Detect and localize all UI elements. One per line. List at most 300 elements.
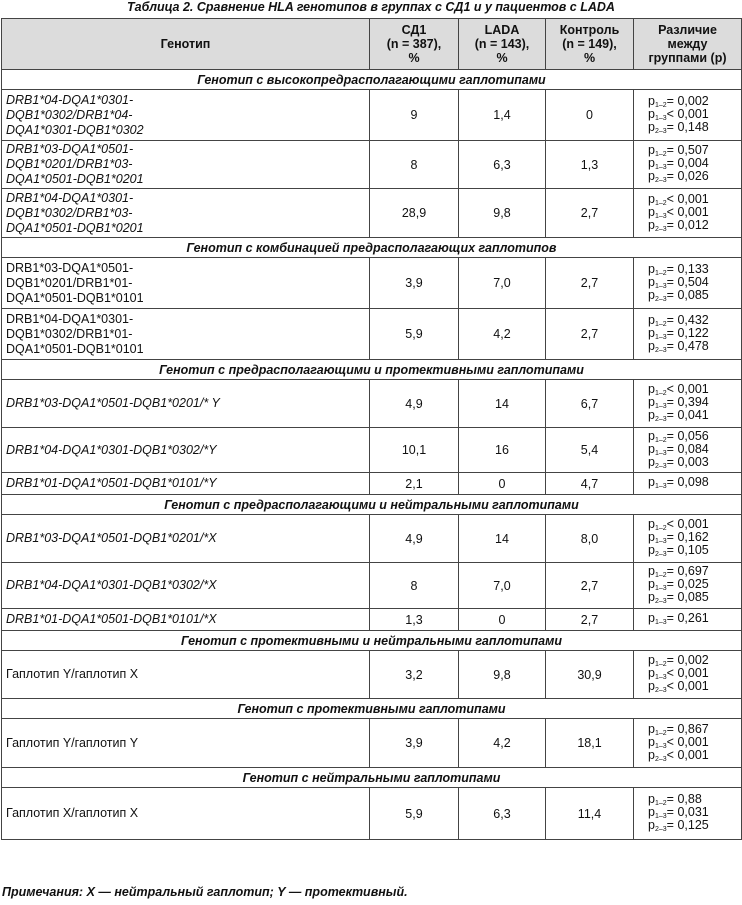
control-value: 8,0 xyxy=(546,515,634,563)
genotype-cell xyxy=(2,609,370,631)
p-value: 0,085 xyxy=(677,287,709,302)
control-value: 2,7 xyxy=(546,258,634,309)
p-operator: = xyxy=(666,428,674,443)
p-operator: = xyxy=(666,818,674,832)
p-operator: = xyxy=(666,408,674,422)
p-comparison: 1–2 xyxy=(654,101,667,109)
p-operator: < xyxy=(666,734,674,749)
genotype-line: DQA1*0501-DQB1*0201 xyxy=(6,172,144,186)
p-symbol: p xyxy=(648,106,655,121)
header-diff-line: группами (p) xyxy=(648,51,727,65)
p-operator: = xyxy=(666,792,674,806)
p-symbol: p xyxy=(648,747,655,762)
genotype-line: DRB1*03-DQA1*0501-DQB1*0201/* Y xyxy=(6,396,220,410)
genotype-cell xyxy=(2,90,370,141)
p-value: 0,098 xyxy=(677,475,709,489)
genotype-line: DRB1*03-DQA1*0501- xyxy=(6,142,134,156)
hla-genotype-table xyxy=(1,18,742,840)
p-symbol: p xyxy=(648,382,655,396)
p-operator: = xyxy=(666,564,674,578)
p-value: 0,697 xyxy=(677,564,709,578)
p-value: 0,867 xyxy=(677,721,709,736)
p-comparison: 1–3 xyxy=(654,813,667,820)
p-operator: = xyxy=(666,287,674,302)
p-value: 0,001 xyxy=(677,382,709,396)
lada-value: 6,3 xyxy=(459,141,546,189)
section-row xyxy=(2,360,742,380)
p-operator: = xyxy=(666,395,674,409)
p-symbol: p xyxy=(648,475,655,489)
p-value: 0,001 xyxy=(677,106,709,121)
p-value: 0,504 xyxy=(677,274,709,289)
table-row xyxy=(2,651,742,699)
p-value: 0,041 xyxy=(677,408,709,422)
p-symbol: p xyxy=(648,338,655,353)
p-symbol: p xyxy=(648,274,655,289)
p-value: 0,001 xyxy=(677,191,709,206)
p-operator: < xyxy=(666,106,674,121)
p-comparison: 2–3 xyxy=(654,295,667,303)
p-operator: = xyxy=(666,590,674,604)
table-row xyxy=(2,515,742,563)
p-values-cell xyxy=(634,309,742,360)
sd1-value: 10,1 xyxy=(370,428,459,473)
p-comparison: 1–2 xyxy=(654,269,667,277)
section-row xyxy=(2,70,742,90)
header-lada-line: (n = 143), xyxy=(474,37,530,51)
control-value: 2,7 xyxy=(546,609,634,631)
p-value-line xyxy=(648,338,741,354)
genotype-cell xyxy=(2,189,370,238)
p-operator: = xyxy=(666,721,674,736)
p-values-cell xyxy=(634,428,742,473)
p-value: 0,012 xyxy=(677,217,709,232)
p-operator: = xyxy=(666,530,674,544)
genotype-cell xyxy=(2,141,370,189)
sd1-value: 9 xyxy=(370,90,459,141)
header-control xyxy=(546,19,634,70)
genotype-line: Гаплотип X/гаплотип X xyxy=(6,806,139,820)
header-sd1-line: % xyxy=(408,51,420,65)
p-value: 0,001 xyxy=(677,747,709,762)
p-operator: = xyxy=(666,312,674,327)
control-value: 2,7 xyxy=(546,189,634,238)
table-row xyxy=(2,563,742,609)
p-symbol: p xyxy=(648,611,655,625)
section-row xyxy=(2,699,742,719)
section-title: Генотип с нейтральными гаплотипами xyxy=(2,768,742,788)
p-value-line xyxy=(648,171,741,184)
p-value: 0,085 xyxy=(677,590,709,604)
p-symbol: p xyxy=(648,577,655,591)
p-operator: = xyxy=(666,156,674,170)
p-value: 0,122 xyxy=(677,325,709,340)
p-symbol: p xyxy=(648,217,655,232)
p-operator: < xyxy=(666,191,674,206)
p-operator: = xyxy=(666,543,674,557)
header-genotype: Генотип xyxy=(2,19,370,70)
section-row xyxy=(2,631,742,651)
genotype-line: DQB1*0302/DRB1*01- xyxy=(6,326,133,341)
p-comparison: 1–3 xyxy=(654,619,667,626)
section-title: Генотип с предрасполагающими и протективными гаплотипами xyxy=(2,360,742,380)
genotype-cell xyxy=(2,563,370,609)
table-row xyxy=(2,141,742,189)
control-value: 0 xyxy=(546,90,634,141)
p-symbol: p xyxy=(648,441,655,456)
p-value: 0,261 xyxy=(677,611,709,625)
p-symbol: p xyxy=(648,564,655,578)
table-row xyxy=(2,609,742,631)
p-value-line xyxy=(648,119,741,135)
header-sd1-line: (n = 387), xyxy=(386,37,442,51)
p-value-line xyxy=(648,592,741,605)
p-values-cell xyxy=(634,90,742,141)
p-symbol: p xyxy=(648,530,655,544)
p-operator: = xyxy=(666,611,674,625)
p-symbol: p xyxy=(648,590,655,604)
p-comparison: 2–3 xyxy=(654,826,667,833)
p-value-line xyxy=(648,820,741,833)
p-comparison: 1–3 xyxy=(654,282,667,290)
section-row xyxy=(2,238,742,258)
p-value: 0,162 xyxy=(677,530,709,544)
sd1-value: 3,2 xyxy=(370,651,459,699)
p-value: 0,001 xyxy=(677,734,709,749)
table-row xyxy=(2,788,742,840)
p-symbol: p xyxy=(648,679,655,693)
table-row xyxy=(2,428,742,473)
p-value: 0,084 xyxy=(677,441,709,456)
p-symbol: p xyxy=(648,191,655,206)
genotype-line: DRB1*03-DQA1*0501-DQB1*0201/*X xyxy=(6,531,217,545)
control-value: 18,1 xyxy=(546,719,634,768)
sd1-value: 1,3 xyxy=(370,609,459,631)
genotype-cell xyxy=(2,719,370,768)
header-diff-line: между xyxy=(667,37,708,51)
genotype-line: DQB1*0302/DRB1*03- xyxy=(6,205,133,220)
control-value: 5,4 xyxy=(546,428,634,473)
p-comparison: 2–3 xyxy=(654,225,667,233)
section-title: Генотип с предрасполагающими и нейтральными гаплотипами xyxy=(2,495,742,515)
p-value-line xyxy=(648,410,741,423)
p-values-cell xyxy=(634,515,742,563)
table-row xyxy=(2,258,742,309)
header-lada-line: % xyxy=(496,51,508,65)
p-symbol: p xyxy=(648,261,655,276)
p-value: 0,026 xyxy=(677,169,709,183)
genotype-cell xyxy=(2,515,370,563)
p-values-cell xyxy=(634,380,742,428)
p-symbol: p xyxy=(648,666,655,680)
header-control-line: Контроль xyxy=(559,23,620,37)
lada-value: 1,4 xyxy=(459,90,546,141)
p-comparison: 1–3 xyxy=(654,164,667,171)
lada-value: 0 xyxy=(459,473,546,495)
genotype-line: DQA1*0301-DQB1*0302 xyxy=(6,122,144,137)
p-operator: = xyxy=(666,577,674,591)
p-value: 0,432 xyxy=(677,312,709,327)
section-title: Генотип с протективными и нейтральными гаплотипами xyxy=(2,631,742,651)
p-comparison: 1–3 xyxy=(654,538,667,545)
p-values-cell xyxy=(634,141,742,189)
p-value: 0,056 xyxy=(677,428,709,443)
p-symbol: p xyxy=(648,721,655,736)
header-sd1-line: СД1 xyxy=(401,23,427,37)
p-operator: = xyxy=(666,475,674,489)
lada-value: 14 xyxy=(459,515,546,563)
table-row xyxy=(2,90,742,141)
p-symbol: p xyxy=(648,792,655,806)
table-row xyxy=(2,380,742,428)
header-row xyxy=(2,19,742,70)
control-value: 1,3 xyxy=(546,141,634,189)
p-value-line xyxy=(648,681,741,694)
sd1-value: 4,9 xyxy=(370,380,459,428)
p-value: 0,125 xyxy=(677,818,709,832)
header-control-line: % xyxy=(583,51,596,65)
control-value: 2,7 xyxy=(546,563,634,609)
lada-value: 9,8 xyxy=(459,651,546,699)
header-diff xyxy=(634,19,742,70)
p-values-cell xyxy=(634,609,742,631)
table-row xyxy=(2,309,742,360)
p-symbol: p xyxy=(648,119,655,134)
p-value: 0,002 xyxy=(677,93,709,108)
p-symbol: p xyxy=(648,428,655,443)
p-symbol: p xyxy=(648,653,655,667)
p-operator: = xyxy=(666,93,674,108)
genotype-cell xyxy=(2,788,370,840)
p-value-line xyxy=(648,545,741,558)
p-value: 0,478 xyxy=(677,338,709,353)
table-row xyxy=(2,719,742,768)
p-value-line xyxy=(648,613,741,626)
p-operator: < xyxy=(666,666,674,680)
p-comparison: 1–2 xyxy=(654,525,667,532)
p-values-cell xyxy=(634,563,742,609)
p-values-cell xyxy=(634,788,742,840)
p-comparison: 1–3 xyxy=(654,742,667,750)
p-comparison: 2–3 xyxy=(654,177,667,184)
p-operator: = xyxy=(666,454,674,469)
p-symbol: p xyxy=(648,805,655,819)
table-row xyxy=(2,473,742,495)
p-comparison: 1–3 xyxy=(654,114,667,122)
genotype-cell xyxy=(2,309,370,360)
p-value: 0,394 xyxy=(677,395,709,409)
genotype-line: DQA1*0501-DQB1*0101 xyxy=(6,341,144,356)
p-symbol: p xyxy=(648,543,655,557)
section-title: Генотип с комбинацией предрасполагающих гаплотипов xyxy=(2,238,742,258)
p-comparison: 1–2 xyxy=(654,661,667,668)
genotype-cell xyxy=(2,473,370,495)
p-operator: = xyxy=(666,261,674,276)
p-value: 0,001 xyxy=(677,517,709,531)
p-operator: = xyxy=(666,325,674,340)
p-comparison: 1–2 xyxy=(654,800,667,807)
lada-value: 7,0 xyxy=(459,563,546,609)
p-comparison: 1–3 xyxy=(654,449,667,457)
p-value: 0,001 xyxy=(677,679,709,693)
p-value: 0,003 xyxy=(677,454,709,469)
sd1-value: 8 xyxy=(370,141,459,189)
genotype-line: DRB1*04-DQA1*0301-DQB1*0302/*X xyxy=(6,578,217,592)
p-value: 0,002 xyxy=(677,653,709,667)
genotype-line: DQA1*0501-DQB1*0201 xyxy=(6,220,144,235)
p-operator: < xyxy=(666,517,674,531)
genotype-line: Гаплотип Y/гаплотип Y xyxy=(6,735,139,750)
p-comparison: 1–3 xyxy=(654,212,667,220)
p-symbol: p xyxy=(648,325,655,340)
control-value: 6,7 xyxy=(546,380,634,428)
header-diff-line: Различие xyxy=(658,23,717,37)
p-comparison: 1–3 xyxy=(654,333,667,341)
p-comparison: 1–2 xyxy=(654,729,667,737)
genotype-line: DQA1*0501-DQB1*0101 xyxy=(6,290,144,305)
lada-value: 0 xyxy=(459,609,546,631)
p-comparison: 2–3 xyxy=(654,346,667,354)
genotype-line: DRB1*01-DQA1*0501-DQB1*0101/*X xyxy=(6,612,217,626)
genotype-line: DQB1*0302/DRB1*04- xyxy=(6,107,133,122)
p-operator: = xyxy=(666,143,674,157)
genotype-line: DQB1*0201/DRB1*03- xyxy=(6,157,133,171)
p-operator: < xyxy=(666,204,674,219)
sd1-value: 4,9 xyxy=(370,515,459,563)
genotype-line: DRB1*04-DQA1*0301- xyxy=(6,92,134,107)
genotype-cell xyxy=(2,428,370,473)
lada-value: 6,3 xyxy=(459,788,546,840)
p-symbol: p xyxy=(648,143,655,157)
p-comparison: 2–3 xyxy=(654,755,667,763)
lada-value: 4,2 xyxy=(459,719,546,768)
p-operator: = xyxy=(666,274,674,289)
p-comparison: 2–3 xyxy=(654,598,667,605)
sd1-value: 3,9 xyxy=(370,719,459,768)
p-symbol: p xyxy=(648,287,655,302)
sd1-value: 2,1 xyxy=(370,473,459,495)
p-operator: = xyxy=(666,338,674,353)
section-title: Генотип с высокопредрасполагающими гаплотипами xyxy=(2,70,742,90)
genotype-line: DRB1*01-DQA1*0501-DQB1*0101/*Y xyxy=(6,476,217,490)
genotype-cell xyxy=(2,380,370,428)
p-operator: = xyxy=(666,805,674,819)
p-symbol: p xyxy=(648,204,655,219)
p-operator: = xyxy=(666,119,674,134)
p-comparison: 1–2 xyxy=(654,199,667,207)
p-operator: < xyxy=(666,382,674,396)
p-value: 0,88 xyxy=(677,792,702,806)
section-title: Генотип с протективными гаплотипами xyxy=(2,699,742,719)
p-operator: = xyxy=(666,169,674,183)
p-value-line xyxy=(648,217,741,233)
control-value: 30,9 xyxy=(546,651,634,699)
p-operator: < xyxy=(666,679,674,693)
table-row xyxy=(2,189,742,238)
p-symbol: p xyxy=(648,156,655,170)
p-symbol: p xyxy=(648,93,655,108)
sd1-value: 3,9 xyxy=(370,258,459,309)
section-row xyxy=(2,495,742,515)
p-comparison: 1–2 xyxy=(654,572,667,579)
sd1-value: 28,9 xyxy=(370,189,459,238)
p-symbol: p xyxy=(648,454,655,469)
genotype-cell xyxy=(2,651,370,699)
p-operator: < xyxy=(666,747,674,762)
genotype-line: DRB1*04-DQA1*0301- xyxy=(6,311,134,326)
p-value: 0,031 xyxy=(677,805,709,819)
p-comparison: 2–3 xyxy=(654,462,667,470)
p-symbol: p xyxy=(648,517,655,531)
p-values-cell xyxy=(634,189,742,238)
p-comparison: 2–3 xyxy=(654,416,667,423)
genotype-line: DRB1*04-DQA1*0301- xyxy=(6,190,134,205)
section-row xyxy=(2,768,742,788)
p-value-line xyxy=(648,477,741,490)
header-lada xyxy=(459,19,546,70)
p-operator: = xyxy=(666,653,674,667)
p-value-line xyxy=(648,287,741,303)
p-symbol: p xyxy=(648,312,655,327)
p-comparison: 1–2 xyxy=(654,390,667,397)
table-caption: Таблица 2. Сравнение HLA генотипов в группах с СД1 и у пациентов с LADA xyxy=(127,0,615,14)
p-value: 0,001 xyxy=(677,204,709,219)
control-value: 4,7 xyxy=(546,473,634,495)
p-operator: = xyxy=(666,217,674,232)
genotype-line: DRB1*04-DQA1*0301-DQB1*0302/*Y xyxy=(6,442,217,457)
table-body xyxy=(2,70,742,840)
p-comparison: 1–3 xyxy=(654,403,667,410)
lada-value: 16 xyxy=(459,428,546,473)
lada-value: 9,8 xyxy=(459,189,546,238)
p-comparison: 1–2 xyxy=(654,436,667,444)
lada-value: 4,2 xyxy=(459,309,546,360)
p-value: 0,133 xyxy=(677,261,709,276)
p-value: 0,105 xyxy=(677,543,709,557)
p-value: 0,001 xyxy=(677,666,709,680)
p-symbol: p xyxy=(648,734,655,749)
p-symbol: p xyxy=(648,818,655,832)
lada-value: 14 xyxy=(459,380,546,428)
control-value: 2,7 xyxy=(546,309,634,360)
p-symbol: p xyxy=(648,408,655,422)
p-value: 0,004 xyxy=(677,156,709,170)
p-operator: = xyxy=(666,441,674,456)
header-lada-line: LADA xyxy=(484,23,520,37)
p-comparison: 1–3 xyxy=(654,585,667,592)
p-values-cell xyxy=(634,258,742,309)
p-symbol: p xyxy=(648,395,655,409)
p-value-line xyxy=(648,747,741,763)
p-value: 0,025 xyxy=(677,577,709,591)
p-comparison: 2–3 xyxy=(654,127,667,135)
p-comparison: 1–3 xyxy=(654,483,667,490)
p-symbol: p xyxy=(648,169,655,183)
p-value-line xyxy=(648,454,741,470)
p-value: 0,148 xyxy=(677,119,709,134)
header-sd1 xyxy=(370,19,459,70)
lada-value: 7,0 xyxy=(459,258,546,309)
p-comparison: 1–3 xyxy=(654,674,667,681)
header-control-line: (n = 149), xyxy=(562,37,617,51)
control-value: 11,4 xyxy=(546,788,634,840)
genotype-cell xyxy=(2,258,370,309)
table-note: Примечания: X — нейтральный гаплотип; Y — протективный. xyxy=(2,885,408,899)
genotype-line: DRB1*03-DQA1*0501- xyxy=(6,260,134,275)
genotype-line: DQB1*0201/DRB1*01- xyxy=(6,275,133,290)
sd1-value: 5,9 xyxy=(370,309,459,360)
p-values-cell xyxy=(634,651,742,699)
